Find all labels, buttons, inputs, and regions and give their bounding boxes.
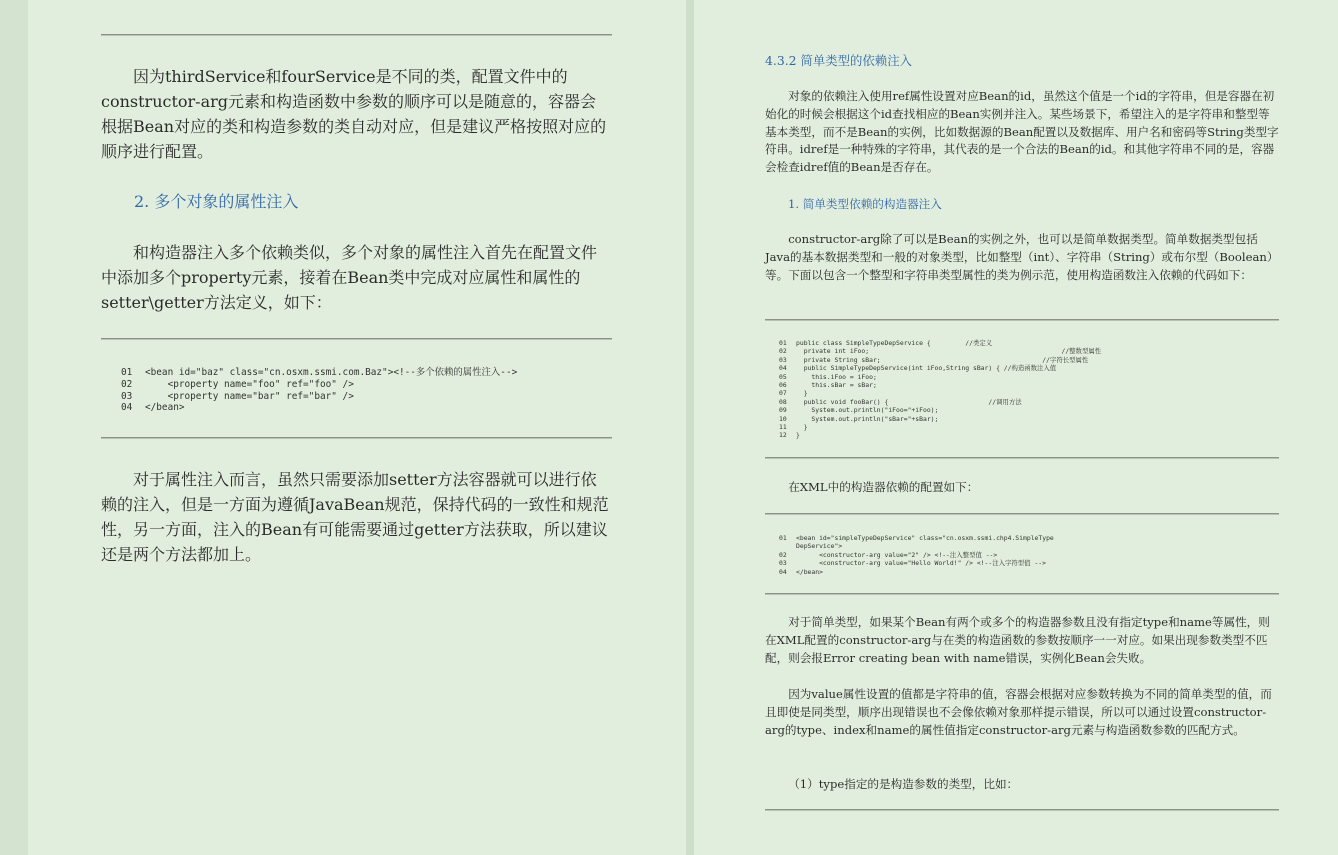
code-line-text: System.out.println("iFoo="+iFoo); [796, 406, 939, 415]
code-line-number: 03 [121, 390, 133, 402]
code-line-text: <property name="bar" ref="bar" /> [145, 390, 354, 402]
code-line [779, 406, 1101, 414]
code-line-number: 10 [779, 414, 787, 423]
code-line-number: 02 [779, 347, 787, 356]
paragraph-simple-types: constructor-arg除了可以是Bean的实例之外，也可以是简单数据类型。简单数据类型包括Java的基本数据类型和一般的对象类型，比如整型（int）、字符串（String）或布尔型（Boolean）等。下面以包含一个整型和字符串类型属性的类为例示范，使用构造函数注入依赖的代码如下： [765, 232, 1279, 282]
code-line-text: private String sBar; //字符长型属性 [796, 355, 1089, 364]
code-line [121, 391, 517, 403]
paragraph-setter-getter: 对于属性注入而言，虽然只需要添加setter方法容器就可以进行依赖的注入，但是一方面为遵循JavaBean规范，保持代码的一致性和规范性，另一方面，注入的Bean有可能需要通过getter方法获取，所以建议还是两个方法都加上。 [101, 470, 609, 564]
code-line-text: public void fooBar() { //调用方法 [796, 397, 1022, 406]
code-line-number: 02 [779, 550, 787, 559]
code-line-text: <constructor-arg value="2" /> <!--注入整型值 --> [796, 550, 998, 559]
code-line [779, 398, 1101, 406]
code-line [121, 379, 517, 391]
paragraph-class-order: 因为thirdService和fourService是不同的类，配置文件中的constructor-arg元素和构造函数中参数的顺序可以是随意的，容器会根据Bean对应的类和构造参数的类自动对应，但是建议严格按照对应的顺序进行配置。 [101, 67, 607, 161]
code-line-number: 05 [779, 372, 787, 381]
code-line-text: } [796, 431, 800, 440]
paragraph-property-injection: 和构造器注入多个依赖类似，多个对象的属性注入首先在配置文件中添加多个property元素，接着在Bean类中完成对应属性和属性的setter\getter方法定义，如下： [101, 243, 598, 312]
code-line [779, 534, 1054, 542]
code-line [779, 431, 1101, 439]
code-line-number: 08 [779, 397, 787, 406]
code-line [779, 364, 1101, 372]
code-line-number: 04 [779, 364, 787, 373]
code2-bottom-rule [765, 593, 1279, 595]
code-line-text: <bean id="baz" class="cn.osxm.ssmi.com.Baz"><!--多个依赖的属性注入--> [145, 367, 518, 378]
code-line-number: 01 [779, 339, 787, 347]
code-line-text: this.sBar = sBar; [796, 381, 877, 390]
code-line-text: DepService"> [796, 542, 843, 551]
left-page [28, 0, 686, 855]
code-line [779, 423, 1101, 431]
code-line-text: </bean> [796, 567, 823, 576]
section-heading-property-injection: 2. 多个对象的属性注入 [134, 192, 299, 211]
code-line-text: <bean id="simpleTypeDepService" class="cn.osxm.ssmi.chp4.SimpleType [796, 534, 1054, 542]
code-line [779, 389, 1101, 397]
paragraph-xml-config-intro: 在XML中的构造器依赖的配置如下： [788, 480, 979, 494]
code-block-xml-constructor-arg [779, 534, 1054, 576]
bottom-rule [765, 809, 1279, 811]
code-line [779, 559, 1054, 567]
code-line-text: <constructor-arg value="Hello World!" /> <!--注入字符型值 --> [796, 559, 1046, 568]
code-block-bean-baz [121, 367, 517, 414]
code-line [779, 347, 1101, 355]
code-line-text: </bean> [145, 402, 185, 414]
code-block-simple-type-dep-service [779, 339, 1101, 440]
right-page [694, 0, 1338, 855]
code-line-number: 03 [779, 355, 787, 364]
code1-bottom-rule [765, 457, 1279, 459]
code-line-number: 07 [779, 389, 787, 398]
code-line [121, 367, 517, 379]
code-line [779, 542, 1054, 550]
code-line [779, 381, 1101, 389]
code-line [779, 551, 1054, 559]
paragraph-value-attribute: 因为value属性设置的值都是字符串的值，容器会根据对应参数转换为不同的简单类型的值，而且即使是同类型，顺序出现错误也不会像依赖对象那样提示错误，所以可以通过设置constructor-arg的type、index和name的属性值指定constructor-arg元素与构造函数参数的匹配方式。 [765, 687, 1272, 737]
code-line-number: 03 [779, 559, 787, 568]
code-line-text: <property name="foo" ref="foo" /> [145, 378, 354, 390]
book-spine [686, 0, 694, 855]
code-top-rule [101, 338, 612, 340]
paragraph-type-name-order: 对于简单类型，如果某个Bean有两个或多个的构造器参数且没有指定type和name等属性，则在XML配置的constructor-arg与在类的构造函数的参数按顺序一一对应。如果出现参数类型不匹配，则会报Error creating bean with name错误，实例化Bean会失败。 [765, 615, 1270, 665]
code-line-number: 02 [121, 378, 133, 390]
code-line-number: 04 [779, 567, 787, 576]
code1-top-rule [765, 319, 1279, 321]
sub-heading-constructor-injection: 1. 简单类型依赖的构造器注入 [788, 197, 942, 211]
code-line [779, 415, 1101, 423]
code-bottom-rule [101, 437, 612, 439]
code-line [779, 373, 1101, 381]
code-line-number: 12 [779, 431, 787, 440]
code-line [779, 356, 1101, 364]
code-line-number: 04 [121, 402, 133, 414]
code-line-number: 11 [779, 423, 787, 432]
code-line [121, 402, 517, 414]
code-line-text: public class SimpleTypeDepService { //类定义 [796, 339, 993, 347]
code-line-number: 01 [121, 367, 133, 378]
code-line-number: 09 [779, 406, 787, 415]
code2-top-rule [765, 513, 1279, 515]
code-line-text: } [796, 423, 808, 432]
code-line [779, 568, 1054, 576]
code-line-text: this.iFoo = iFoo; [796, 372, 877, 381]
code-line-text: private int iFoo; //整数型属性 [796, 347, 1102, 356]
code-line-text: public SimpleTypeDepService(int iFoo,String sBar) { //构造函数注入值 [796, 364, 1057, 373]
paragraph-idref: 对象的依赖注入使用ref属性设置对应Bean的id，虽然这个值是一个id的字符串，但是容器在初始化的时候会根据这个id查找相应的Bean实例并注入。某些场景下，希望注入的是字符串和整型等基本类型，而不是Bean的实例，比如数据源的Bean配置以及数据库、用户名和密码等String类型字符串。idref是一种特殊的字符串，其代表的是一个合法的Bean的id。和其他字符串不同的是，容器会检查idref值的Bean是否存在。 [765, 89, 1279, 175]
paragraph-type-attribute: （1）type指定的是构造参数的类型，比如： [788, 777, 1019, 791]
code-line-number: 01 [779, 534, 787, 542]
section-heading-4-3-2: 4.3.2 简单类型的依赖注入 [765, 53, 912, 68]
code-line-text: } [796, 389, 808, 398]
code-line-text: System.out.println("sBar="+sBar); [796, 414, 939, 423]
top-rule [101, 34, 612, 36]
code-line-number: 06 [779, 381, 787, 390]
